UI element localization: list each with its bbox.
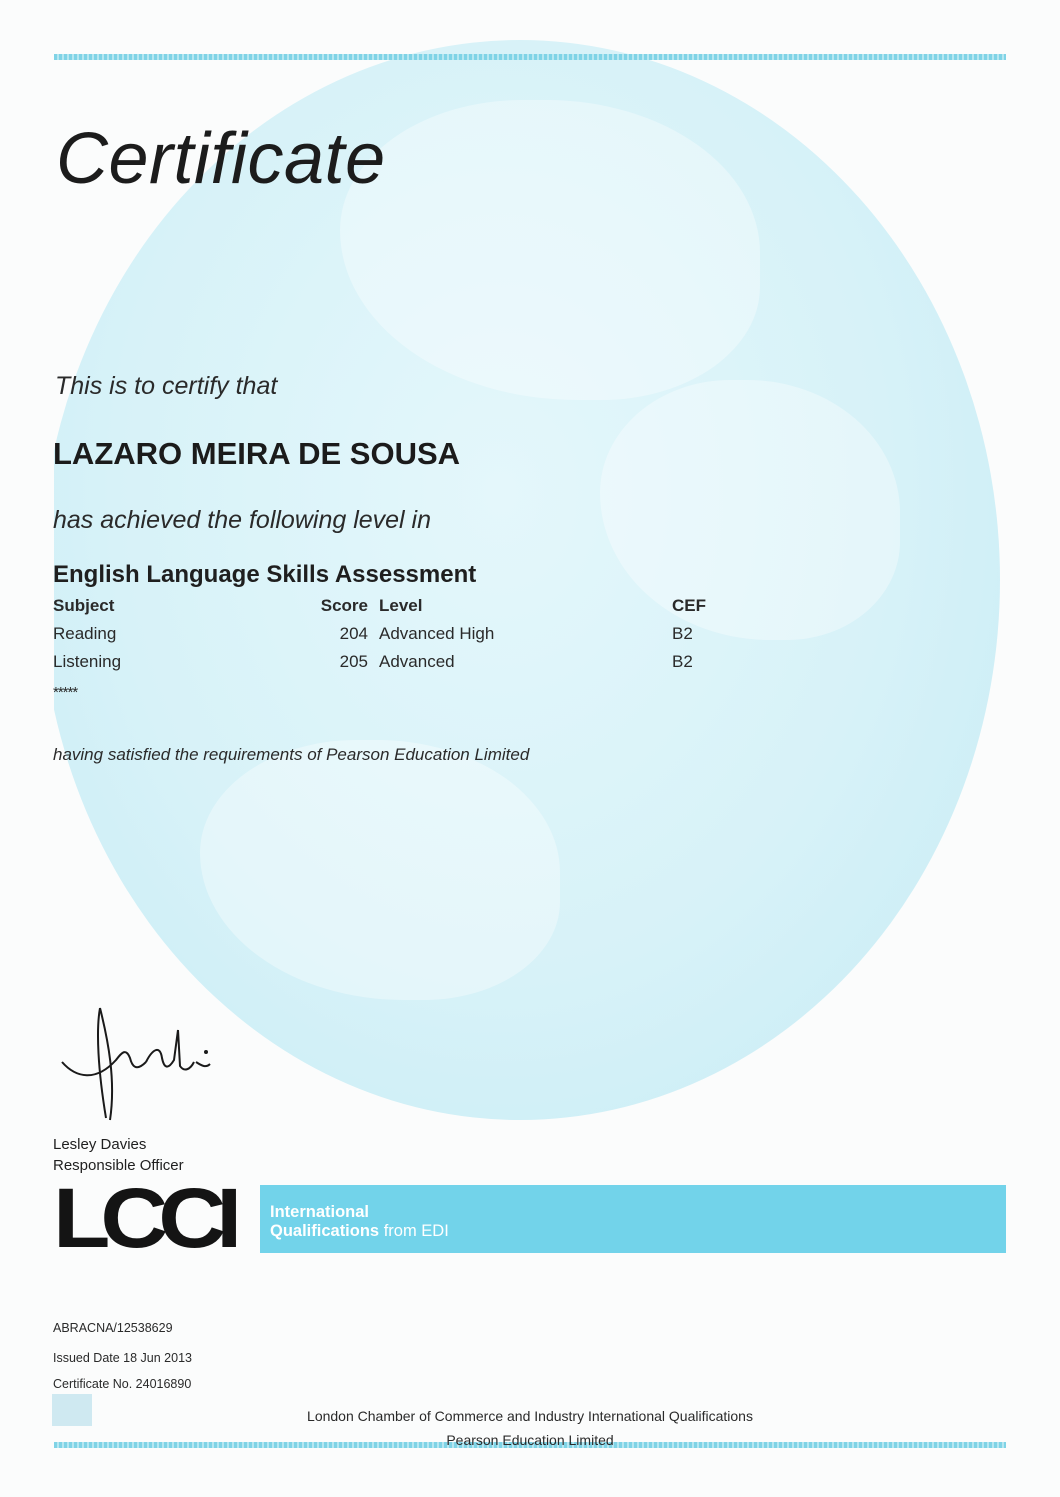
- band-qualifications-word: Qualifications: [270, 1222, 380, 1240]
- subject-cell: Listening: [53, 652, 122, 671]
- candidate-name: LAZARO MEIRA DE SOUSA: [53, 436, 461, 471]
- lcci-logo: LCCI: [53, 1170, 233, 1266]
- table-row: [53, 652, 753, 680]
- cef-cell: B2: [672, 624, 693, 643]
- band-text: [270, 1203, 449, 1241]
- cef-cell: B2: [672, 652, 693, 671]
- score-cell: 205: [339, 652, 368, 671]
- level-cell: Advanced High: [379, 624, 495, 643]
- subject-cell: Reading: [53, 624, 117, 643]
- band-line-international: International: [270, 1203, 370, 1221]
- top-border-rule: [54, 54, 1006, 60]
- footer-organization: London Chamber of Commerce and Industry International Qualifications: [307, 1408, 753, 1424]
- requirements-statement: having satisfied the requirements of Pearson Education Limited: [53, 745, 530, 764]
- stars-marker: *****: [53, 684, 78, 701]
- level-header: Level: [379, 596, 423, 615]
- subject-header: Subject: [53, 596, 115, 615]
- footer-publisher: Pearson Education Limited: [446, 1432, 614, 1448]
- table-row: [53, 624, 753, 652]
- globe-landmass: [340, 100, 760, 400]
- band-from-edi: from EDI: [383, 1222, 449, 1240]
- band-line-qualifications: [270, 1222, 449, 1241]
- results-header-row: [53, 596, 753, 624]
- cef-header: CEF: [672, 596, 706, 615]
- signature-image: [56, 1000, 226, 1128]
- results-table: [53, 596, 753, 680]
- qualifications-band: [260, 1185, 1006, 1253]
- reference-number: ABRACNA/12538629: [53, 1321, 173, 1335]
- issued-date: Issued Date 18 Jun 2013: [53, 1351, 192, 1365]
- score-header: Score: [320, 596, 368, 615]
- signatory-role: Responsible Officer: [53, 1157, 184, 1174]
- achievement-statement: has achieved the following level in: [53, 506, 432, 534]
- level-cell: Advanced: [379, 652, 455, 671]
- signatory-name: Lesley Davies: [53, 1136, 147, 1153]
- globe-landmass: [200, 740, 560, 1000]
- certify-statement: This is to certify that: [55, 372, 278, 400]
- certificate-number: Certificate No. 24016890: [53, 1377, 192, 1391]
- score-cell: 204: [339, 624, 368, 643]
- assessment-title: English Language Skills Assessment: [53, 561, 477, 588]
- certificate-title: Certificate: [56, 119, 386, 199]
